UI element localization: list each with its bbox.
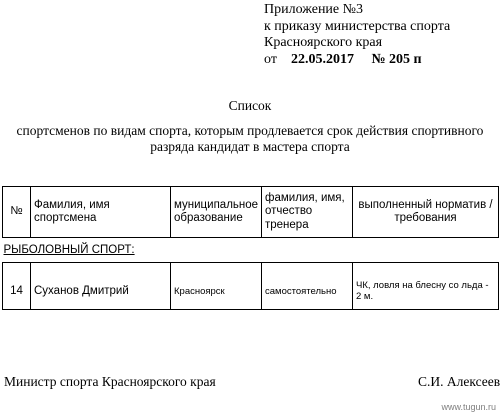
- region-name: Красноярского края: [264, 35, 383, 50]
- signatory-name: С.И. Алексеев: [418, 374, 500, 389]
- document-subtitle-line2: разряда кандидат в мастера спорта: [150, 139, 350, 154]
- site-watermark: www.tugun.ru: [441, 402, 496, 412]
- table-spacer-row: [3, 263, 499, 274]
- appendix-number: Приложение №3: [264, 2, 363, 17]
- document-title: Список: [228, 98, 272, 113]
- col-header-result: выполненный норматив /требования: [353, 187, 499, 238]
- col-header-athlete-name: Фамилия, имя спортсмена: [31, 187, 171, 238]
- date-prefix: от: [264, 51, 277, 67]
- order-reference: к приказу министерства спорта: [264, 18, 451, 34]
- order-number: № 205 п: [371, 51, 422, 67]
- table-header-row: [3, 187, 499, 238]
- table-row: [3, 273, 499, 310]
- order-date: 22.05.2017: [290, 51, 354, 67]
- appendix-header: [264, 2, 450, 68]
- row-number: 14: [3, 273, 31, 310]
- athletes-table: [2, 186, 499, 310]
- municipality: Красноярск: [171, 273, 262, 310]
- sport-category-label: РЫБОЛОВНЫЙ СПОРТ:: [3, 244, 135, 256]
- order-date-line: [264, 52, 450, 69]
- document-subtitle-line1: спортсменов по видам спорта, которым продлевается срок действия спортивного: [16, 123, 484, 138]
- signatory-position: Министр спорта Красноярского края: [4, 374, 216, 389]
- col-header-number: №: [3, 187, 31, 238]
- sport-category-row: [3, 238, 499, 263]
- col-header-coach: фамилия, имя, отчество тренера: [262, 187, 353, 238]
- coach-name: самостоятельно: [262, 273, 353, 310]
- col-header-municipality: муниципальное образование: [171, 187, 262, 238]
- result-norm: ЧК, ловля на блесну со льда - 2 м.: [353, 273, 499, 310]
- athlete-name: Суханов Дмитрий: [31, 273, 171, 310]
